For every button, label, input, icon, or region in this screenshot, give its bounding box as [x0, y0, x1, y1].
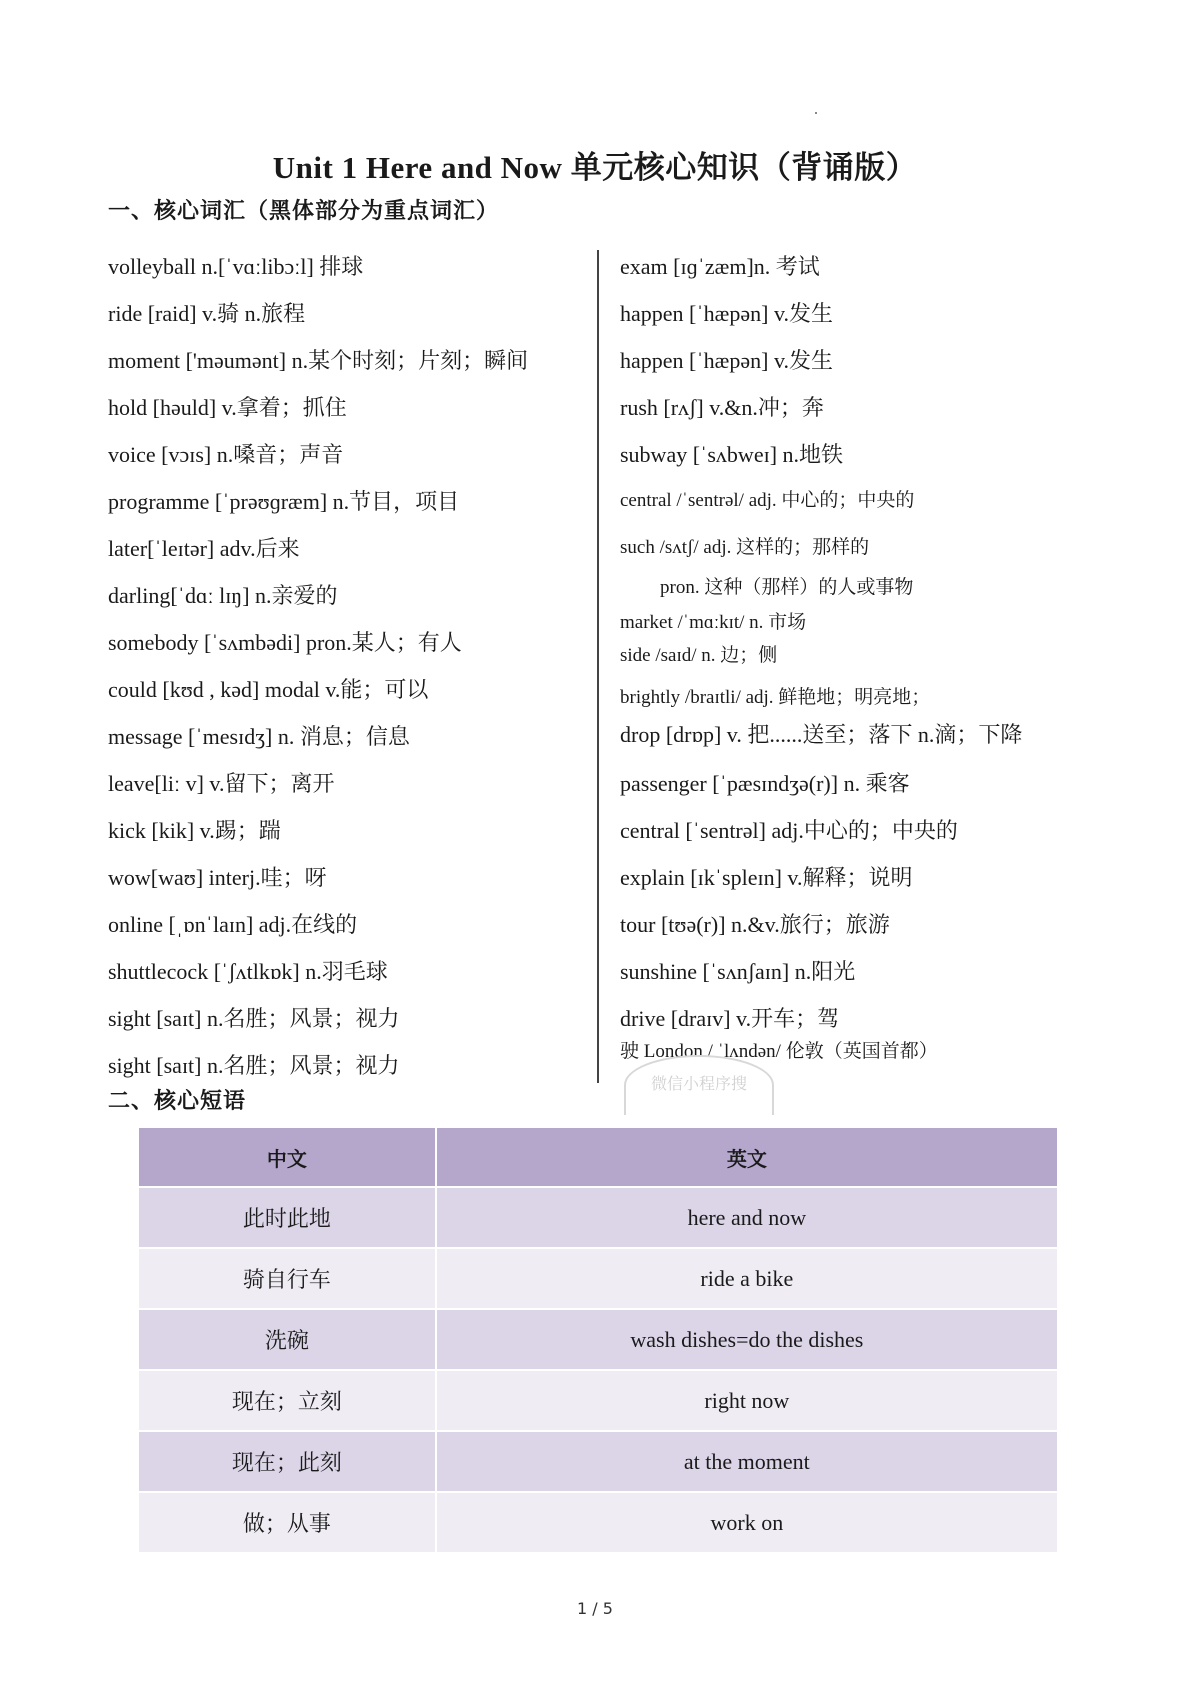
vocab-right-entry: exam [ɪɡˈzæm]n. 考试 [620, 254, 820, 279]
vocab-right-entry: central /ˈsentrəl/ adj. 中心的；中央的 [620, 490, 915, 511]
cell-english: ride a bike [436, 1248, 1058, 1309]
vocab-right-entry: side /saɪd/ n. 边；侧 [620, 645, 778, 666]
phrase-table [139, 1128, 1059, 1552]
vocab-left-entry: ride [raid] v.骑 n.旅程 [108, 301, 306, 326]
cell-english: work on [436, 1492, 1058, 1552]
header-chinese: 中文 [139, 1128, 436, 1187]
vocab-left-entry: online [ˌɒnˈlaɪn] adj.在线的 [108, 912, 358, 937]
vocab-left-entry: could [kʊd , kəd] modal v.能；可以 [108, 677, 429, 702]
cell-english: right now [436, 1370, 1058, 1431]
vocab-right-entry: rush [rʌʃ] v.&n.冲；奔 [620, 395, 824, 420]
vocab-left-entry: darling[ˈdɑː lɪŋ] n.亲爱的 [108, 583, 338, 608]
vocab-right-entry: happen [ˈhæpən] v.发生 [620, 301, 834, 326]
table-row [139, 1187, 1058, 1248]
vocab-left-entry: hold [həuld] v.拿着；抓住 [108, 395, 347, 420]
page-title: Unit 1 Here and Now 单元核心知识（背诵版） [272, 150, 918, 185]
vocab-right-entry: drive [draɪv] v.开车；驾 [620, 1006, 840, 1031]
section-heading-vocab: 一、核心词汇（黑体部分为重点词汇） [108, 199, 500, 224]
vocab-right-entry: happen [ˈhæpən] v.发生 [620, 348, 834, 373]
vocab-left-entry: programme [ˈprəʊɡræm] n.节目，项目 [108, 489, 460, 514]
table-header-row [139, 1128, 1058, 1187]
vocab-right-entry: such /sʌtʃ/ adj. 这样的；那样的 [620, 537, 870, 558]
vocab-right-entry: pron. 这种（那样）的人或事物 [660, 577, 914, 598]
vocab-right-entry: 驶 London / ˈlʌndən/ 伦敦（英国首都） [620, 1041, 938, 1062]
vocab-right-entry: explain [ɪkˈspleɪn] v.解释；说明 [620, 865, 913, 890]
cell-english: here and now [436, 1187, 1058, 1248]
cell-chinese: 现在；此刻 [139, 1431, 436, 1492]
page-number: 1 / 5 [577, 1599, 613, 1618]
vocab-left-entry: wow[waʊ] interj.哇；呀 [108, 865, 327, 890]
cell-chinese: 骑自行车 [139, 1248, 436, 1309]
vocab-left-entry: voice [vɔɪs] n.嗓音；声音 [108, 442, 344, 467]
vocab-right-entry: brightly /braɪtli/ adj. 鲜艳地；明亮地； [620, 687, 931, 708]
vocab-left-entry: later[ˈleɪtər] adv.后来 [108, 536, 300, 561]
table-row [139, 1370, 1058, 1431]
vocab-right-entry: drop [drɒp] v. 把......送至；落下 n.滴；下降 [620, 722, 1023, 747]
table-row [139, 1431, 1058, 1492]
cell-english: wash dishes=do the dishes [436, 1309, 1058, 1370]
table-row [139, 1248, 1058, 1309]
vocab-right-entry: passenger [ˈpæsɪndʒə(r)] n. 乘客 [620, 771, 910, 796]
vocab-left-entry: sight [saɪt] n.名胜；风景；视力 [108, 1053, 400, 1078]
vocab-left-entry: sight [saɪt] n.名胜；风景；视力 [108, 1006, 400, 1031]
table-row [139, 1492, 1058, 1552]
watermark-stamp: 微信小程序搜 [624, 1055, 774, 1115]
vocab-left-entry: message [ˈmesɪdʒ] n. 消息；信息 [108, 724, 410, 749]
header-english: 英文 [436, 1128, 1058, 1187]
vocab-left-entry: somebody [ˈsʌmbədi] pron.某人；有人 [108, 630, 462, 655]
speck [815, 112, 817, 114]
vocab-left-entry: moment ['məumənt] n.某个时刻；片刻；瞬间 [108, 348, 529, 373]
vocab-right-entry: sunshine [ˈsʌnʃaɪn] n.阳光 [620, 959, 856, 984]
vocab-left-entry: shuttlecock [ˈʃʌtlkɒk] n.羽毛球 [108, 959, 388, 984]
vocab-left-entry: volleyball n.[ˈvɑːlibɔːl] 排球 [108, 254, 364, 279]
vocab-right-entry: tour [tʊə(r)] n.&v.旅行；旅游 [620, 912, 890, 937]
vocab-right-entry: central [ˈsentrəl] adj.中心的；中央的 [620, 818, 958, 843]
column-divider [597, 250, 599, 1083]
cell-chinese: 洗碗 [139, 1309, 436, 1370]
cell-english: at the moment [436, 1431, 1058, 1492]
table-row [139, 1309, 1058, 1370]
section-heading-phrases: 二、核心短语 [108, 1089, 247, 1114]
cell-chinese: 现在；立刻 [139, 1370, 436, 1431]
cell-chinese: 此时此地 [139, 1187, 436, 1248]
vocab-left-entry: leave[liː v] v.留下；离开 [108, 771, 335, 796]
vocab-right-entry: subway [ˈsʌbweɪ] n.地铁 [620, 442, 844, 467]
cell-chinese: 做；从事 [139, 1492, 436, 1552]
vocab-right-entry: market /ˈmɑːkɪt/ n. 市场 [620, 612, 807, 633]
vocab-left-entry: kick [kik] v.踢；踹 [108, 818, 281, 843]
